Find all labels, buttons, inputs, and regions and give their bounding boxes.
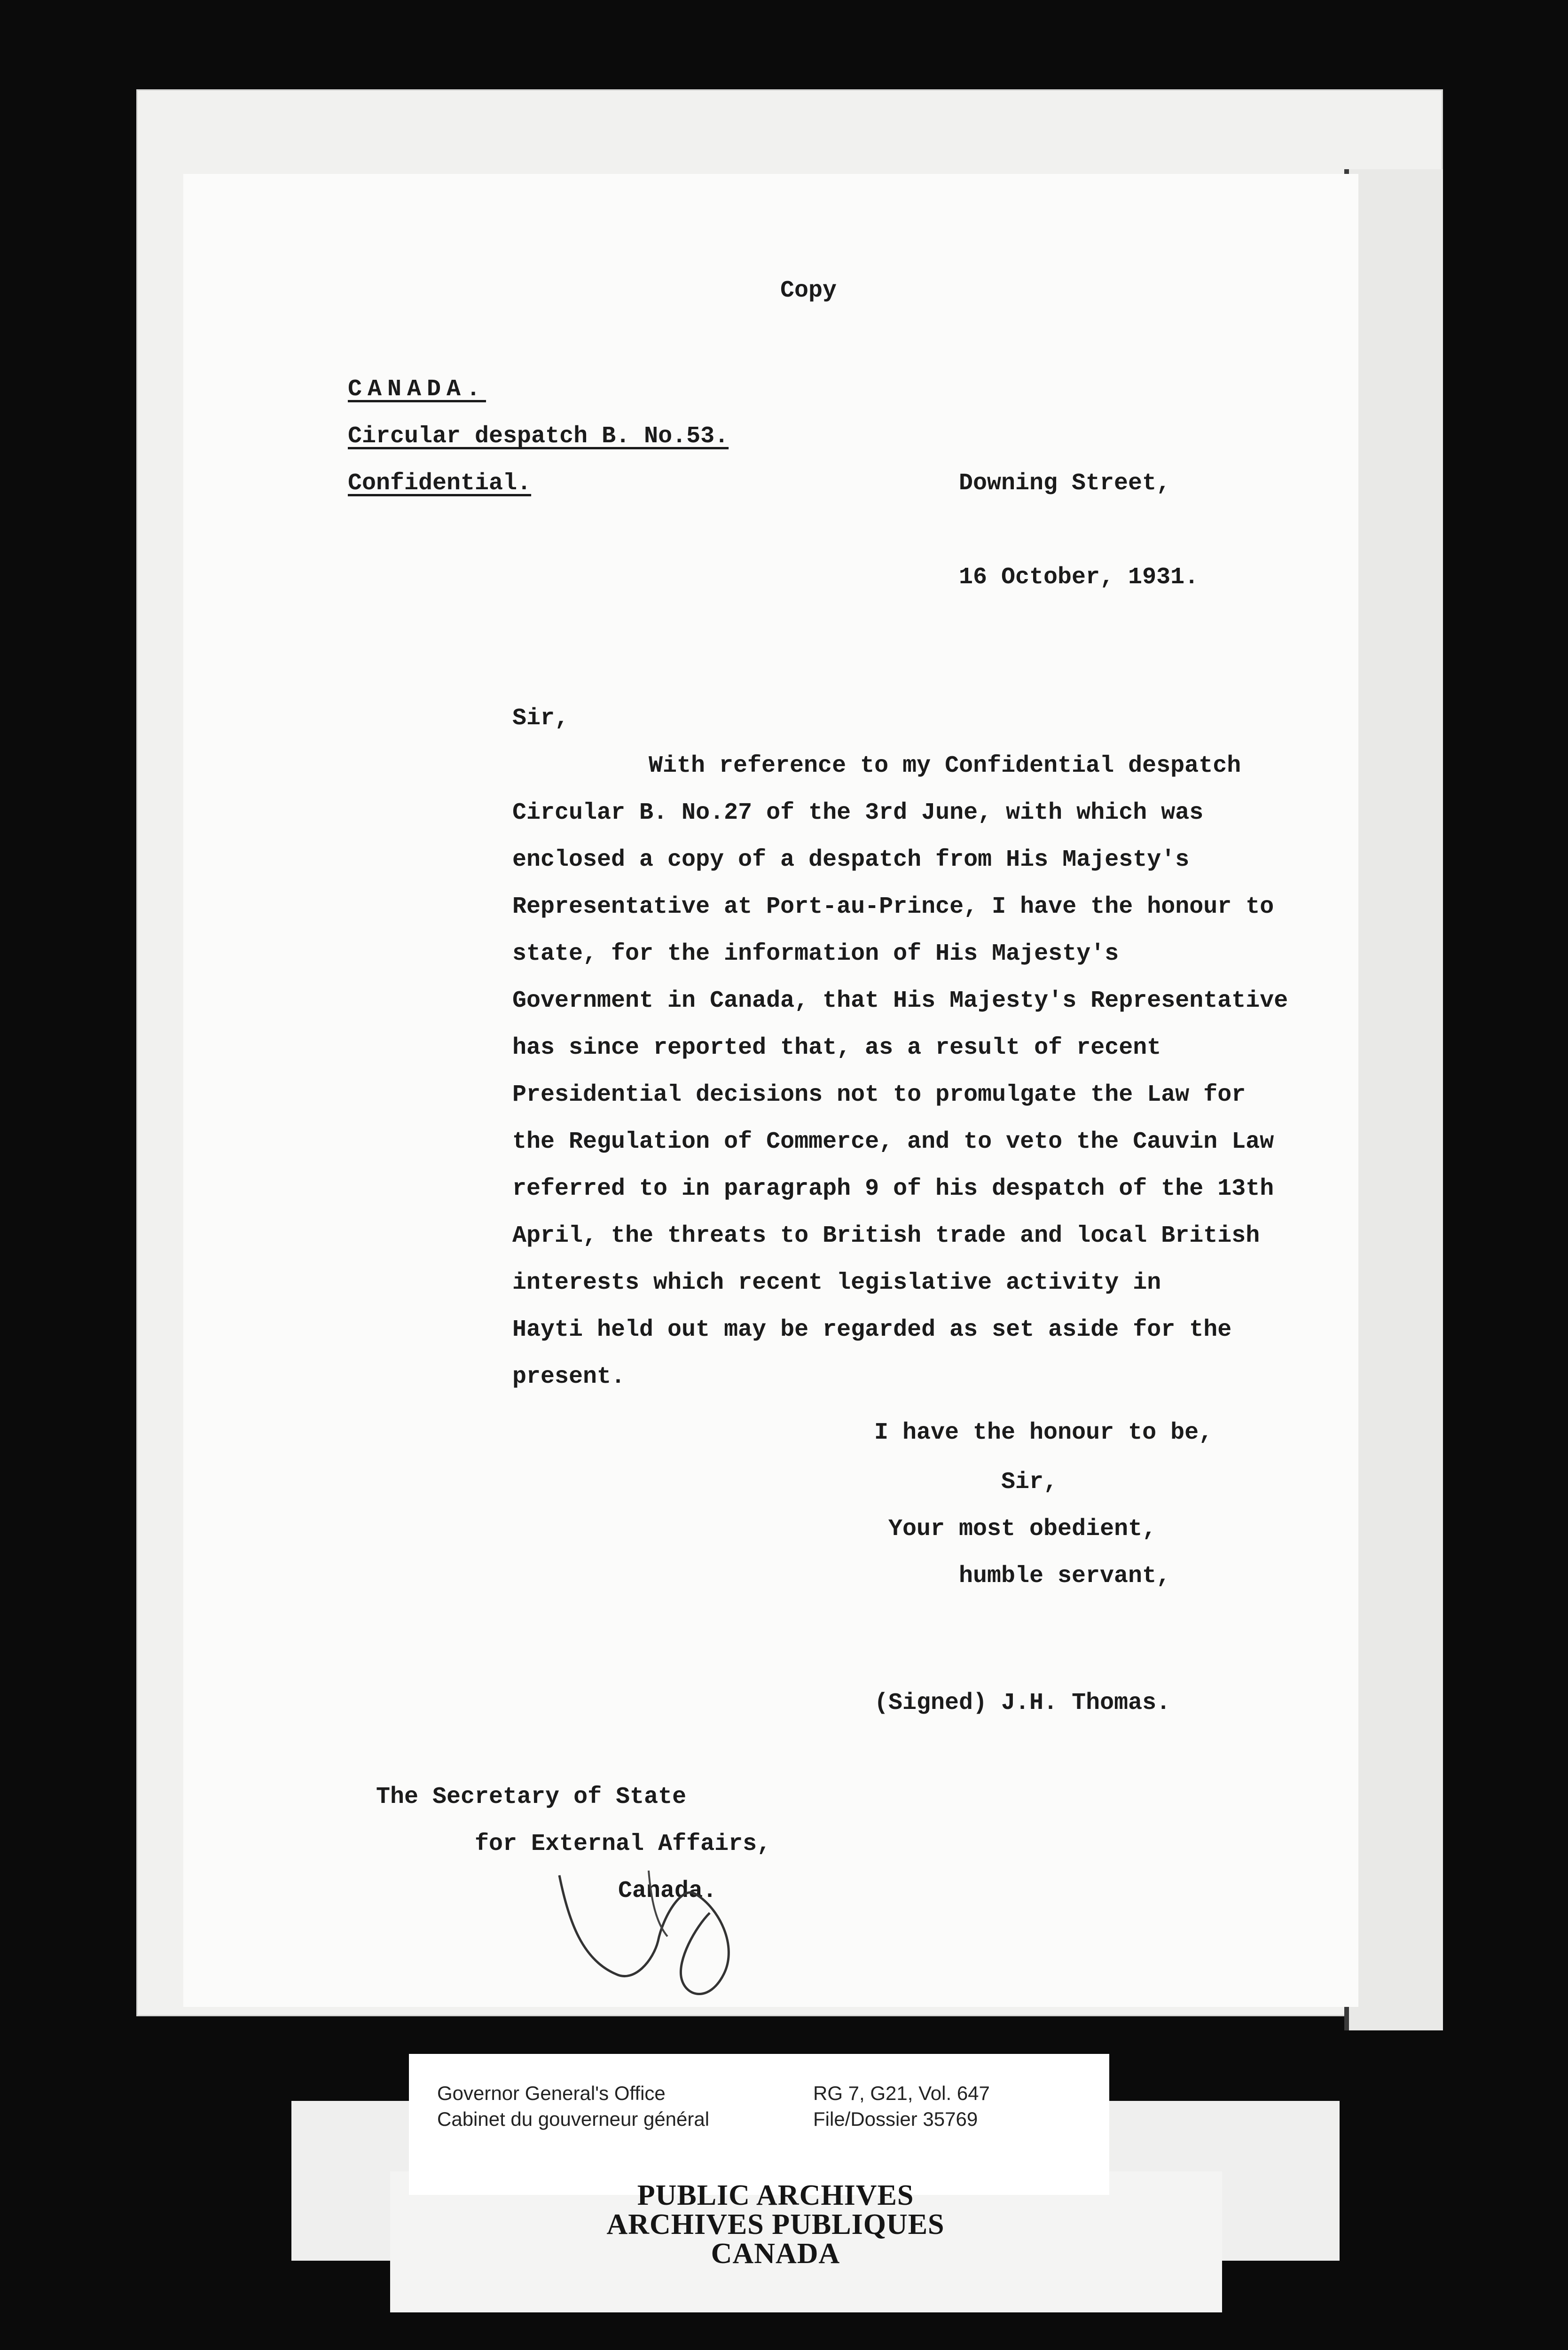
addressee-line: The Secretary of State (376, 1784, 687, 1810)
body-line: the Regulation of Commerce, and to veto the Cauvin Law (512, 1128, 1274, 1155)
addressee-line: for External Affairs, (475, 1831, 771, 1857)
pencil-scribble (541, 1866, 823, 2007)
body-line: Presidential decisions not to promulgate the Law for (512, 1081, 1246, 1108)
reference-country: CANADA. (348, 376, 486, 403)
body-line: Circular B. No.27 of the 3rd June, with which was (512, 799, 1204, 826)
closing-line: I have the honour to be, (874, 1419, 1213, 1446)
body-line: has since reported that, as a result of recent (512, 1034, 1161, 1061)
letter-place: Downing Street, (959, 470, 1171, 497)
salutation: Sir, (512, 705, 569, 732)
archive-reference-label (409, 2054, 1109, 2195)
office-name-fr: Cabinet du gouverneur général (437, 2108, 710, 2130)
letter-body (183, 174, 1358, 2007)
closing-line: humble servant, (959, 1563, 1171, 1590)
body-line: Representative at Port-au-Prince, I have the honour to (512, 893, 1274, 920)
record-group: RG 7, G21, Vol. 647 (813, 2082, 990, 2104)
back-sheet-edge (1344, 169, 1443, 2030)
body-line: With reference to my Confidential despatch (649, 752, 1241, 779)
body-line: April, the threats to British trade and local British (512, 1222, 1260, 1249)
body-line: interests which recent legislative activity in (512, 1269, 1161, 1296)
body-line: referred to in paragraph 9 of his despatch of the 13th (512, 1175, 1274, 1202)
body-line: Government in Canada, that His Majesty's Representative (512, 987, 1288, 1014)
signature-line: (Signed) J.H. Thomas. (874, 1690, 1171, 1716)
body-line: Hayti held out may be regarded as set aside for the (512, 1316, 1232, 1343)
body-line: present. (512, 1363, 626, 1390)
body-line: enclosed a copy of a despatch from His Majesty's (512, 846, 1190, 873)
reference-classification: Confidential. (348, 470, 532, 497)
stamp-line: PUBLIC ARCHIVES (637, 2179, 914, 2211)
body-line: state, for the information of His Majesty's (512, 940, 1119, 967)
letter-date: 16 October, 1931. (959, 564, 1199, 591)
office-name-en: Governor General's Office (437, 2082, 666, 2104)
reference-circular: Circular despatch B. No.53. (348, 423, 729, 450)
file-number: File/Dossier 35769 (813, 2108, 978, 2130)
closing-line: Sir, (1001, 1469, 1058, 1496)
copy-label: Copy (780, 277, 837, 304)
archives-stamp (470, 2181, 1081, 2268)
stamp-line: CANADA (711, 2238, 840, 2270)
closing-line: Your most obedient, (888, 1516, 1157, 1543)
letter-page (183, 174, 1358, 2007)
stamp-line: ARCHIVES PUBLIQUES (606, 2209, 945, 2240)
addressee-line: Canada. (618, 1878, 717, 1904)
letter-paragraph (512, 743, 1358, 1401)
